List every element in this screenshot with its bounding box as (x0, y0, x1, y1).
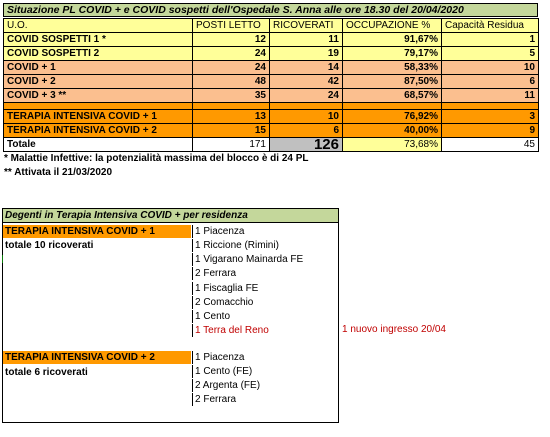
table-row-6-ricoverati: 6 (269, 123, 343, 138)
table-header-uo: U.O. (3, 18, 193, 33)
group1-total: totale 10 ricoverati (5, 240, 94, 251)
table-row-0-occupazione: 91,67% (342, 32, 442, 47)
report-title: Situazione PL COVID + e COVID sospetti dell'Ospedale S. Anna alle ore 18.30 del 20/04/2020 (3, 3, 538, 17)
group1-note: 1 nuovo ingresso 20/04 (342, 324, 446, 335)
table-row-1-ricoverati: 19 (269, 46, 343, 61)
group2-residence-item-2: 2 Argenta (FE) (192, 379, 338, 392)
table-total-posti: 171 (192, 137, 270, 152)
table-row-0-capacita: 1 (441, 32, 539, 47)
table-header-occupazione: OCCUPAZIONE % (342, 18, 442, 33)
group1-residence-item-6: 1 Cento (192, 310, 338, 323)
group1-residence-item-3: 2 Ferrara (192, 267, 338, 280)
group1-label: TERAPIA INTENSIVA COVID + 1 (3, 225, 191, 238)
table-gap-cell (342, 102, 442, 110)
table-row-6-uo: TERAPIA INTENSIVA COVID + 2 (3, 123, 193, 138)
table-row-5-occupazione: 76,92% (342, 109, 442, 124)
table-row-2-capacita: 10 (441, 60, 539, 75)
table-row-5-ricoverati: 10 (269, 109, 343, 124)
table-row-6-occupazione: 40,00% (342, 123, 442, 138)
table-row-1-capacita: 5 (441, 46, 539, 61)
table-row-5-posti: 13 (192, 109, 270, 124)
table-gap-cell (192, 102, 270, 110)
residence-table-title: Degenti in Terapia Intensiva COVID + per residenza (3, 209, 338, 223)
group2-label: TERAPIA INTENSIVA COVID + 2 (3, 351, 191, 364)
table-header-posti: POSTI LETTO (192, 18, 270, 33)
table-gap-cell (269, 102, 343, 110)
table-row-4-posti: 35 (192, 88, 270, 103)
group2-residence-item-3: 2 Ferrara (192, 393, 338, 406)
table-row-0-uo: COVID SOSPETTI 1 * (3, 32, 193, 47)
table-row-0-ricoverati: 11 (269, 32, 343, 47)
group1-residence-item-1: 1 Riccione (Rimini) (192, 239, 338, 252)
table-row-1-posti: 24 (192, 46, 270, 61)
table-row-4-occupazione: 68,57% (342, 88, 442, 103)
table-total-occupazione: 73,68% (342, 137, 442, 152)
note-2: ** Attivata il 21/03/2020 (4, 167, 113, 178)
table-row-3-occupazione: 87,50% (342, 74, 442, 89)
table-row-1-uo: COVID SOSPETTI 2 (3, 46, 193, 61)
table-row-3-capacita: 6 (441, 74, 539, 89)
table-row-2-ricoverati: 14 (269, 60, 343, 75)
table-row-5-uo: TERAPIA INTENSIVA COVID + 1 (3, 109, 193, 124)
table-row-3-ricoverati: 42 (269, 74, 343, 89)
group1-residence-item-5: 2 Comacchio (192, 296, 338, 309)
group1-residence-item-0: 1 Piacenza (192, 225, 338, 238)
note-1: * Malattie Infettive: la potenzialità massima del blocco è di 24 PL (4, 153, 309, 164)
table-gap-cell (3, 102, 193, 110)
table-gap-cell (441, 102, 539, 110)
table-row-2-posti: 24 (192, 60, 270, 75)
group1-residence-item-4: 1 Fiscaglia FE (192, 282, 338, 295)
table-row-2-occupazione: 58,33% (342, 60, 442, 75)
table-total-uo: Totale (3, 137, 193, 152)
table-row-5-capacita: 3 (441, 109, 539, 124)
group1-residence-item-2: 1 Vigarano Mainarda FE (192, 253, 338, 266)
table-header-ricoverati: RICOVERATI (269, 18, 343, 33)
table-total-capacita: 45 (441, 137, 539, 152)
group2-residence-item-1: 1 Cento (FE) (192, 365, 338, 378)
table-header-capacita: Capacità Residua (441, 18, 539, 33)
table-total-ricoverati: 126 (269, 137, 343, 152)
table-row-6-capacita: 9 (441, 123, 539, 138)
table-row-3-uo: COVID + 2 (3, 74, 193, 89)
table-row-1-occupazione: 79,17% (342, 46, 442, 61)
table-row-4-capacita: 11 (441, 88, 539, 103)
table-row-6-posti: 15 (192, 123, 270, 138)
table-row-4-ricoverati: 24 (269, 88, 343, 103)
selection-marker (2, 255, 3, 263)
table-row-4-uo: COVID + 3 ** (3, 88, 193, 103)
table-row-3-posti: 48 (192, 74, 270, 89)
table-row-2-uo: COVID + 1 (3, 60, 193, 75)
group2-residence-item-0: 1 Piacenza (192, 351, 338, 364)
group1-residence-item-7: 1 Terra del Reno (192, 324, 338, 337)
group2-total: totale 6 ricoverati (5, 367, 88, 378)
table-row-0-posti: 12 (192, 32, 270, 47)
